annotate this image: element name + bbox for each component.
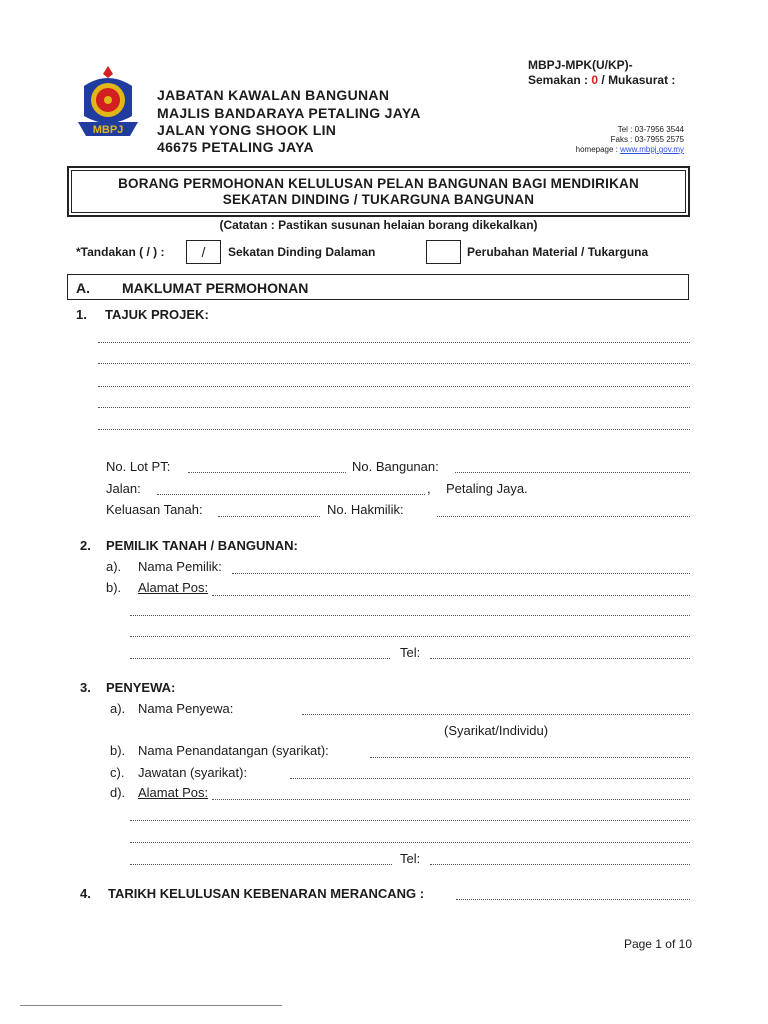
nama-penyewa-field[interactable] (302, 714, 690, 715)
jawatan-field[interactable] (290, 778, 690, 779)
jalan-comma: , (427, 481, 431, 496)
q1-number: 1. (76, 307, 87, 322)
semakan-label: Semakan : (528, 73, 592, 87)
q3-label: PENYEWA: (106, 680, 176, 695)
nama-penandatangan-field[interactable] (370, 757, 690, 758)
q3-tel-label: Tel: (400, 851, 421, 866)
lot-pt-field[interactable] (188, 472, 346, 473)
nama-penyewa-label: Nama Penyewa: (138, 701, 234, 716)
q1-label: TAJUK PROJEK: (105, 307, 209, 322)
nama-pemilik-field[interactable] (232, 573, 690, 574)
form-ref-code: MBPJ-MPK(U/KP)- (528, 58, 633, 72)
tajuk-projek-line-2[interactable] (98, 363, 690, 364)
homepage-info (540, 145, 684, 154)
q3-alamat-pos-line-4[interactable] (130, 864, 392, 865)
q3-alamat-pos-line-3[interactable] (130, 842, 690, 843)
option-sekatan-checkbox[interactable] (186, 240, 221, 264)
alamat-pos-line-1[interactable] (212, 595, 690, 596)
alamat-pos-line-4[interactable] (130, 658, 390, 659)
q3-number: 3. (80, 680, 91, 695)
q3-tel-field[interactable] (430, 864, 690, 865)
tandakan-label: *Tandakan ( / ) : (76, 245, 165, 259)
option-tukarguna-label: Perubahan Material / Tukarguna (467, 245, 649, 259)
q3d-number: d). (110, 785, 126, 800)
q3-alamat-pos-line-1[interactable] (212, 799, 690, 800)
jalan-label: Jalan: (106, 481, 141, 496)
form-note: (Catatan : Pastikan susunan helaian borang dikekalkan) (219, 218, 538, 232)
petaling-jaya-label: Petaling Jaya. (446, 481, 528, 496)
q2a-number: a). (106, 559, 122, 574)
alamat-pos-label: Alamat Pos: (138, 580, 209, 595)
keluasan-tanah-label: Keluasan Tanah: (106, 502, 203, 517)
q3b-number: b). (110, 743, 126, 758)
checkmark-icon: / (201, 244, 206, 260)
keluasan-tanah-field[interactable] (218, 516, 320, 517)
scan-edge-line (20, 1005, 282, 1006)
semakan-value: 0 (591, 73, 599, 87)
org-name-line-1: JABATAN KAWALAN BANGUNAN (157, 87, 390, 103)
homepage-label: homepage : (575, 145, 621, 154)
option-sekatan-label: Sekatan Dinding Dalaman (228, 245, 376, 259)
no-bangunan-label: No. Bangunan: (352, 459, 439, 474)
q3c-number: c). (110, 765, 125, 780)
q2b-number: b). (106, 580, 122, 595)
q3-alamat-pos-label: Alamat Pos: (138, 785, 209, 800)
faks-info: Faks : 03-7955 2575 (610, 135, 684, 144)
q2-label: PEMILIK TANAH / BANGUNAN: (106, 538, 298, 553)
no-bangunan-field[interactable] (455, 472, 690, 473)
q3a-number: a). (110, 701, 126, 716)
nama-pemilik-label: Nama Pemilik: (138, 559, 222, 574)
jawatan-label: Jawatan (syarikat): (138, 765, 248, 780)
logo (76, 64, 140, 146)
tarikh-kelulusan-field[interactable] (456, 899, 690, 900)
jalan-field[interactable] (157, 494, 425, 495)
alamat-pos-line-3[interactable] (130, 636, 690, 637)
q2-number: 2. (80, 538, 91, 553)
q2-tel-label: Tel: (400, 645, 421, 660)
lot-pt-label: No. Lot PT: (106, 459, 171, 474)
homepage-link[interactable]: www.mbpj.gov.my (620, 145, 684, 154)
tajuk-projek-line-1[interactable] (98, 342, 690, 343)
tel-info: Tel : 03-7956 3544 (617, 125, 684, 134)
page-number: Page 1 of 10 (623, 937, 692, 951)
syarikat-individu-note: (Syarikat/Individu) (444, 723, 549, 738)
no-hakmilik-label: No. Hakmilik: (327, 502, 404, 517)
q3-alamat-pos-line-2[interactable] (130, 820, 690, 821)
org-name-line-2: MAJLIS BANDARAYA PETALING JAYA (157, 105, 421, 121)
svg-text:MBPJ: MBPJ (92, 124, 124, 136)
q4-label: TARIKH KELULUSAN KEBENARAN MERANCANG : (108, 886, 425, 901)
tajuk-projek-line-4[interactable] (98, 407, 690, 408)
tajuk-projek-line-5[interactable] (98, 429, 690, 430)
org-name-line-4: 46675 PETALING JAYA (157, 139, 314, 155)
alamat-pos-line-2[interactable] (130, 615, 690, 616)
section-a-letter: A. (76, 280, 90, 296)
tajuk-projek-line-3[interactable] (98, 386, 690, 387)
section-a-title: MAKLUMAT PERMOHONAN (122, 280, 309, 296)
form-title-line-2: SEKATAN DINDING / TUKARGUNA BANGUNAN (222, 192, 535, 207)
nama-penandatangan-label: Nama Penandatangan (syarikat): (138, 743, 329, 758)
q2-tel-field[interactable] (430, 658, 690, 659)
semakan-line (528, 73, 675, 87)
mukasurat-label: / Mukasurat : (598, 73, 676, 87)
no-hakmilik-field[interactable] (437, 516, 690, 517)
form-title-line-1: BORANG PERMOHONAN KELULUSAN PELAN BANGUNAN BAGI MENDIRIKAN (118, 176, 639, 191)
q4-number: 4. (80, 886, 91, 901)
org-name-line-3: JALAN YONG SHOOK LIN (157, 122, 337, 138)
option-tukarguna-checkbox[interactable] (426, 240, 461, 264)
